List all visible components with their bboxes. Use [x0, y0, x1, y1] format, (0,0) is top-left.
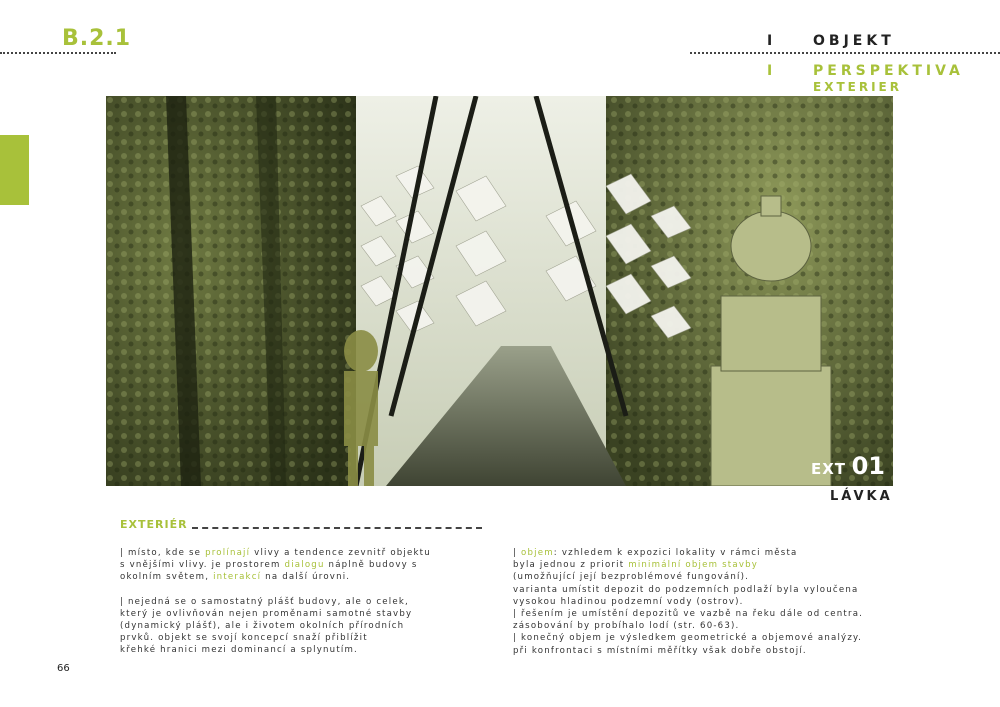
- highlighted-term: dialogu: [284, 560, 325, 571]
- text-line: [120, 596, 431, 608]
- text-span: při konfrontaci s místními měřítky však dobře obstojí.: [513, 645, 807, 656]
- text-span: křehké hranici mezi dominancí a splynutím.: [120, 645, 358, 656]
- exterior-render-image: [106, 96, 893, 486]
- text-line: [513, 608, 863, 620]
- text-span: | konečný objem je výsledkem geometrické a objemové analýzy.: [513, 633, 863, 644]
- text-line: [120, 559, 431, 571]
- text-paragraph: [120, 547, 431, 584]
- text-line: [513, 632, 863, 644]
- chapter-tab: [0, 135, 29, 205]
- text-column-left: [120, 547, 431, 669]
- highlighted-term: prolínají: [205, 548, 251, 558]
- figure-label: [811, 452, 885, 480]
- text-paragraph: [513, 547, 863, 657]
- text-line: [513, 596, 863, 608]
- text-line: [513, 571, 863, 583]
- text-line: [120, 571, 431, 583]
- text-span: |: [513, 548, 522, 558]
- figure-label-prefix: EXT: [810, 460, 847, 478]
- figure-caption: LÁVKA: [830, 489, 893, 504]
- text-column-right: [513, 547, 863, 669]
- text-span: (umožňující její bezproblémové fungování).: [513, 572, 750, 583]
- header-dotted-rule-left: [0, 52, 116, 54]
- text-line: [120, 547, 431, 559]
- text-span: náplně budovy s: [324, 560, 418, 571]
- text-span: vlivy a tendence zevnitř objektu: [250, 548, 431, 558]
- text-line: [513, 645, 863, 657]
- section-heading-rule: [192, 527, 482, 529]
- text-span: okolním světem,: [120, 572, 214, 583]
- text-line: [513, 559, 863, 571]
- text-span: byla jednou z priorit: [513, 560, 629, 571]
- section-heading: EXTERIÉR: [120, 518, 188, 531]
- text-span: | nejedná se o samostatný plášť budovy, ale o celek,: [120, 596, 409, 607]
- page-title: OBJEKT: [813, 33, 895, 49]
- text-line: [120, 632, 431, 644]
- text-span: | řešením je umístění depozitů ve vazbě na řeku dále od centra.: [513, 609, 864, 620]
- text-span: zásobování by probíhalo lodí (str. 60-63).: [513, 621, 740, 632]
- text-paragraph: [120, 596, 431, 657]
- text-line: [120, 620, 431, 632]
- highlighted-term: objem: [521, 548, 554, 558]
- header-dotted-rule-right: [690, 52, 1000, 54]
- text-span: prvků. objekt se svojí koncepcí snaží přiblížit: [120, 633, 368, 644]
- text-span: který je ovlivňován nejen proměnami samotné stavby: [120, 608, 413, 619]
- text-line: [513, 620, 863, 632]
- text-span: : vzhledem k expozici lokality v rámci města: [553, 548, 798, 558]
- text-span: (dynamický plášť), ale i životem okolních přírodních: [120, 621, 405, 632]
- text-line: [120, 608, 431, 620]
- page-subtitle: PERSPEKTIVA: [813, 63, 964, 79]
- text-span: varianta umístit depozit do podzemních podlaží byla vyloučena: [513, 584, 859, 595]
- page-number: 66: [57, 663, 70, 674]
- highlighted-term: minimální objem stavby: [628, 560, 759, 571]
- text-line: [120, 644, 431, 656]
- text-span: na další úrovni.: [261, 572, 351, 583]
- bridge-scene-illustration: [106, 96, 893, 486]
- page-subsubtitle: EXTERIER: [813, 80, 902, 94]
- text-span: | místo, kde se: [120, 548, 206, 558]
- figure-label-number: 01: [851, 452, 885, 480]
- text-line: [513, 547, 863, 559]
- text-span: vysokou hladinou podzemní vody (ostrov).: [513, 596, 744, 607]
- title-bar-mark: I: [767, 33, 773, 49]
- section-code: B.2.1: [62, 26, 132, 51]
- subtitle-bar-mark: I: [767, 63, 773, 79]
- text-line: [513, 584, 863, 596]
- highlighted-term: interakcí: [213, 572, 262, 583]
- text-span: s vnějšími vlivy. je prostorem: [120, 560, 285, 571]
